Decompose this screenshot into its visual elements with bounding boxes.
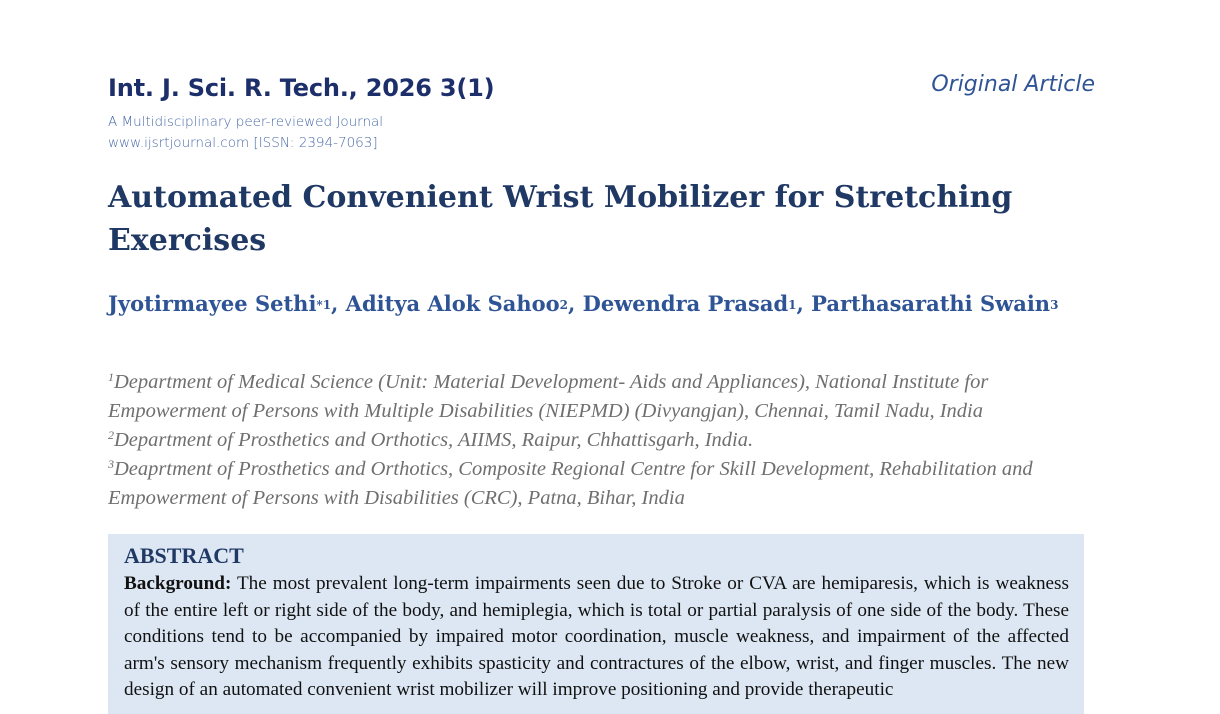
affiliation-item [108,426,1088,455]
article-type-label: Original Article [931,72,1095,97]
author-name: Aditya Alok Sahoo [345,291,560,316]
affiliation-item [108,368,1088,426]
affiliation-number: 3 [108,457,114,471]
affiliation-text: Department of Prosthetics and Orthotics, AIIMS, Raipur, Chhattisgarh, India. [114,429,754,451]
abstract-heading: ABSTRACT [124,543,244,568]
paper-title: Automated Convenient Wrist Mobilizer for Stretching Exercises [108,180,1013,258]
journal-tagline: A Multidisciplinary peer-reviewed Journal [108,114,384,130]
author-list: Jyotirmayee Sethi$^{*1}$, Aditya Alok Sahoo$^2$, Dewendra Prasad$^1$, Parthasarathi Swain$^3$ [108,291,1059,316]
affiliation-list [108,368,1088,513]
affiliation-number: 2 [108,428,114,442]
author-name: Dewendra Prasad [582,291,789,316]
affiliation-text: Department of Medical Science (Unit: Material Development- Aids and Appliances), National Institute for Empowerment of Persons with Multiple Disabilities (NIEPMD) (Divyangjan), Chennai, Tamil Nadu, India [108,371,989,422]
author-mark: *1 [316,298,332,312]
journal-title: Int. J. Sci. R. Tech., 2026 3(1) [108,74,495,102]
background-text: The most prevalent long-term impairments seen due to Stroke or CVA are hemiparesis, which is weakness of the entire left or right side of the body, and hemiplegia, which is total or partial paralysis of one side of the body. These conditions tend to be accompanied by impaired motor coordination, muscle weakness, and impairment of the affected arm's sensory mechanism frequently exhibits spasticity and contractures of the elbow, wrist, and finger muscles. The new design of an automated convenient wrist mobilizer will improve positioning and provide therapeutic [124,573,1069,700]
author-mark: 2 [559,298,568,312]
author-mark: 1 [788,298,797,312]
author-mark: 3 [1050,298,1059,312]
author-name: Parthasarathi Swain [811,291,1051,316]
author-name: Jyotirmayee Sethi [108,291,317,316]
affiliation-number: 1 [108,370,114,384]
affiliation-item [108,455,1088,513]
abstract-box [108,534,1084,714]
background-label: Background: [124,573,232,594]
abstract-background [124,571,1069,704]
journal-site-issn: www.ijsrtjournal.com [ISSN: 2394-7063] [108,135,378,151]
affiliation-text: Deaprtment of Prosthetics and Orthotics, Composite Regional Centre for Skill Development, Rehabilitation and Empowerment of Persons with Disabilities (CRC), Patna, Bihar, India [108,458,1033,509]
